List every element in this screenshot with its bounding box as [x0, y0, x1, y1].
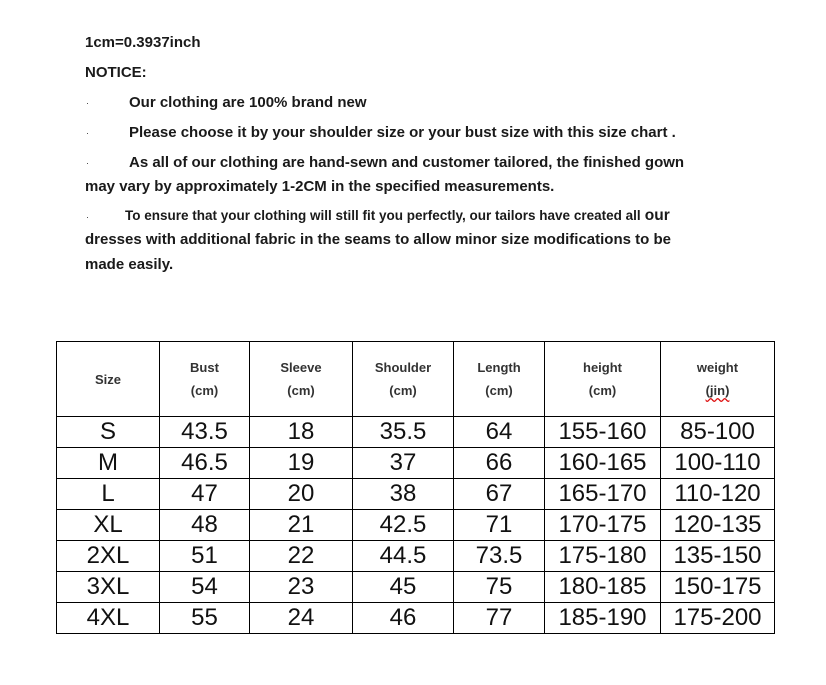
cell-bust: 48 — [160, 510, 250, 541]
unit-conversion: 1cm=0.3937inch — [85, 34, 201, 51]
cell-weight: 85-100 — [661, 417, 775, 448]
cell-sleeve: 20 — [250, 479, 353, 510]
bullet-icon: · — [86, 128, 89, 138]
cell-bust: 51 — [160, 541, 250, 572]
cell-size: XL — [57, 510, 160, 541]
table-row — [57, 479, 775, 510]
header-height — [545, 342, 661, 417]
header-unit: (cm) — [485, 383, 513, 398]
notice-item-4-line-1 — [125, 207, 670, 225]
header-bust — [160, 342, 250, 417]
cell-size: S — [57, 417, 160, 448]
cell-length: 75 — [454, 572, 545, 603]
header-label: Sleeve — [280, 360, 322, 375]
header-label: weight — [696, 360, 739, 375]
cell-height: 170-175 — [545, 510, 661, 541]
bullet-icon: · — [86, 212, 89, 222]
cell-sleeve: 18 — [250, 417, 353, 448]
notice-item-4-line-3: made easily. — [85, 256, 174, 273]
cell-height: 165-170 — [545, 479, 661, 510]
cell-sleeve: 23 — [250, 572, 353, 603]
notice-item-1: Our clothing are 100% brand new — [129, 94, 367, 111]
header-length — [454, 342, 545, 417]
cell-shoulder: 46 — [353, 603, 454, 634]
header-unit: (cm) — [588, 383, 617, 398]
cell-bust: 54 — [160, 572, 250, 603]
cell-length: 77 — [454, 603, 545, 634]
header-sleeve — [250, 342, 353, 417]
header-shoulder — [353, 342, 454, 417]
header-weight — [661, 342, 775, 417]
cell-height: 175-180 — [545, 541, 661, 572]
cell-length: 71 — [454, 510, 545, 541]
cell-weight: 150-175 — [661, 572, 775, 603]
cell-height: 155-160 — [545, 417, 661, 448]
bullet-icon: · — [86, 158, 89, 168]
cell-size: L — [57, 479, 160, 510]
cell-height: 180-185 — [545, 572, 661, 603]
cell-size: 3XL — [57, 572, 160, 603]
cell-sleeve: 21 — [250, 510, 353, 541]
cell-weight: 100-110 — [661, 448, 775, 479]
cell-bust: 46.5 — [160, 448, 250, 479]
notice-heading: NOTICE: — [85, 64, 147, 81]
cell-size: M — [57, 448, 160, 479]
cell-shoulder: 42.5 — [353, 510, 454, 541]
cell-length: 64 — [454, 417, 545, 448]
bullet-icon: · — [86, 98, 89, 108]
table-row — [57, 417, 775, 448]
cell-size: 4XL — [57, 603, 160, 634]
cell-length: 73.5 — [454, 541, 545, 572]
notice-item-4-line-2: dresses with additional fabric in the seams to allow minor size modifications to be — [85, 231, 671, 248]
cell-sleeve: 22 — [250, 541, 353, 572]
header-label: Size — [94, 371, 121, 387]
size-chart-table — [56, 341, 775, 634]
cell-height: 160-165 — [545, 448, 661, 479]
table-row — [57, 541, 775, 572]
notice-item-4-small-text: To ensure that your clothing will still fit you perfectly, our tailors have created all — [125, 208, 641, 223]
header-label: Length — [477, 360, 521, 375]
cell-weight: 120-135 — [661, 510, 775, 541]
cell-sleeve: 19 — [250, 448, 353, 479]
cell-shoulder: 45 — [353, 572, 454, 603]
header-unit: (cm) — [190, 383, 219, 398]
table-row — [57, 510, 775, 541]
cell-weight: 135-150 — [661, 541, 775, 572]
header-label: Bust — [190, 360, 219, 375]
header-size — [57, 342, 160, 417]
cell-shoulder: 37 — [353, 448, 454, 479]
cell-length: 66 — [454, 448, 545, 479]
cell-weight: 110-120 — [661, 479, 775, 510]
cell-length: 67 — [454, 479, 545, 510]
cell-shoulder: 38 — [353, 479, 454, 510]
cell-shoulder: 44.5 — [353, 541, 454, 572]
notice-item-2: Please choose it by your shoulder size or your bust size with this size chart . — [129, 124, 676, 141]
notice-item-3-line-2: may vary by approximately 1-2CM in the specified measurements. — [85, 178, 555, 195]
header-unit: (cm) — [389, 383, 417, 398]
header-row — [57, 342, 775, 417]
table-row — [57, 603, 775, 634]
notice-item-4-big-text: our — [644, 207, 670, 224]
header-label: Shoulder — [374, 360, 432, 375]
cell-bust: 43.5 — [160, 417, 250, 448]
header-unit: (jin) — [705, 383, 730, 398]
table-row — [57, 448, 775, 479]
table-row — [57, 572, 775, 603]
cell-shoulder: 35.5 — [353, 417, 454, 448]
cell-height: 185-190 — [545, 603, 661, 634]
cell-bust: 55 — [160, 603, 250, 634]
cell-weight: 175-200 — [661, 603, 775, 634]
notice-item-3-line-1: As all of our clothing are hand-sewn and customer tailored, the finished gown — [129, 154, 685, 171]
cell-size: 2XL — [57, 541, 160, 572]
header-unit: (cm) — [287, 383, 315, 398]
cell-bust: 47 — [160, 479, 250, 510]
cell-sleeve: 24 — [250, 603, 353, 634]
header-label: height — [583, 360, 622, 375]
